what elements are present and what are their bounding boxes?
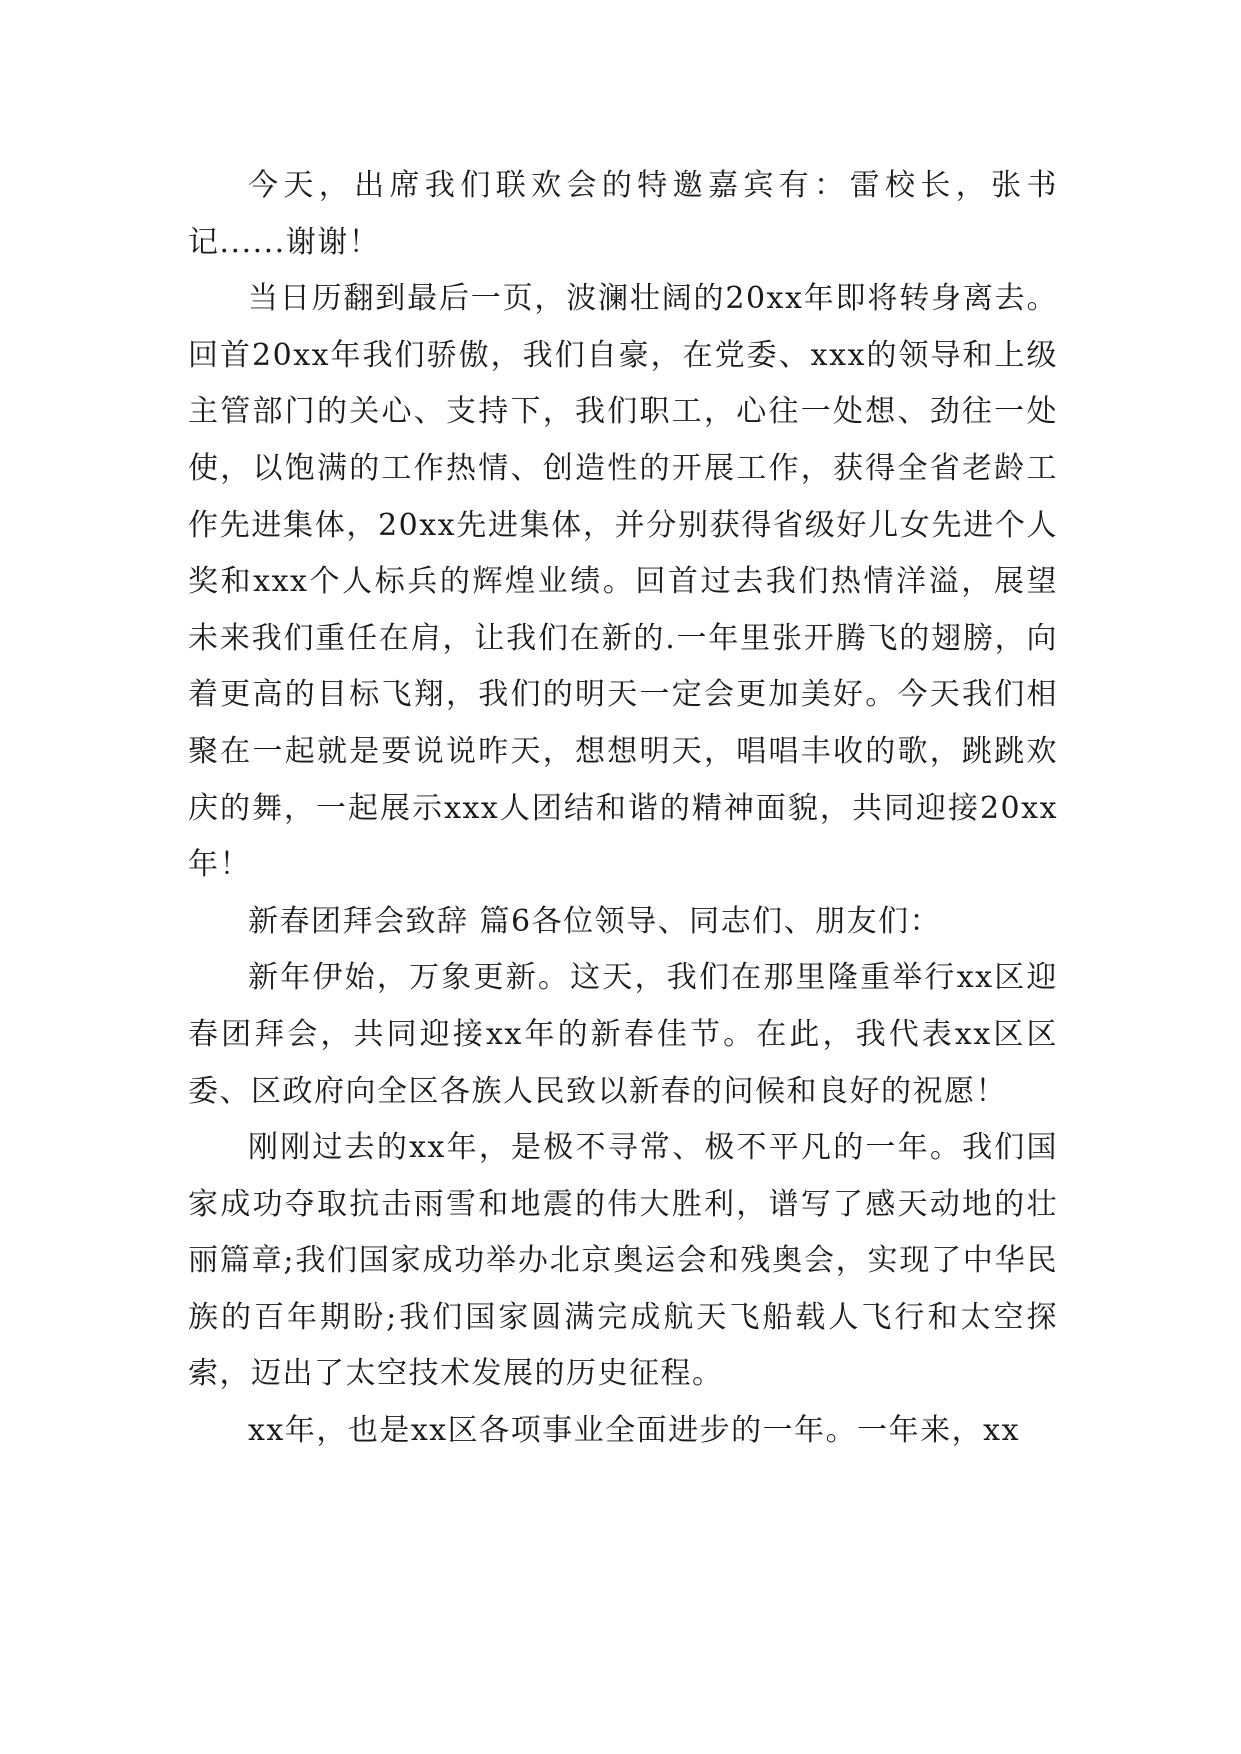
- paragraph-4: 新年伊始，万象更新。这天，我们在那里隆重举行xx区迎春团拜会，共同迎接xx年的新春佳节。在此，我代表xx区区委、区政府向全区各族人民致以新春的问候和良好的祝愿！: [188, 960, 1058, 1109]
- paragraph-2: 当日历翻到最后一页，波澜壮阔的20xx年即将转身离去。回首20xx年我们骄傲，我们自豪，在党委、xxx的领导和上级主管部门的关心、支持下，我们职工，心往一处想、劲往一处使，以饱满的工作热情、创造性的开展工作，获得全省老龄工作先进集体，20xx先进集体，并分别获得省级好儿女先进个人奖和xxx个人标兵的辉煌业绩。回首过去我们热情洋溢，展望未来我们重任在肩，让我们在新的.一年里张开腾飞的翅膀，向着更高的目标飞翔，我们的明天一定会更加美好。今天我们相聚在一起就是要说说昨天，想想明天，唱唱丰收的歌，跳跳欢庆的舞，一起展示xxx人团结和谐的精神面貌，共同迎接20xx年！: [188, 281, 1058, 883]
- paragraph-6: xx年，也是xx区各项事业全面进步的一年。一年来，xx: [248, 1413, 1021, 1449]
- document-body: [188, 158, 1058, 1460]
- paragraph-3: 新春团拜会致辞 篇6各位领导、同志们、朋友们：: [248, 903, 942, 939]
- paragraph-1: 今天，出席我们联欢会的特邀嘉宾有：雷校长，张书记......谢谢！: [188, 168, 1058, 260]
- paragraph-5: 刚刚过去的xx年，是极不寻常、极不平凡的一年。我们国家成功夺取抗击雨雪和地震的伟大胜利，谱写了感天动地的壮丽篇章;我们国家成功举办北京奥运会和残奥会，实现了中华民族的百年期盼;我们国家圆满完成航天飞船载人飞行和太空探索，迈出了太空技术发展的历史征程。: [188, 1130, 1058, 1392]
